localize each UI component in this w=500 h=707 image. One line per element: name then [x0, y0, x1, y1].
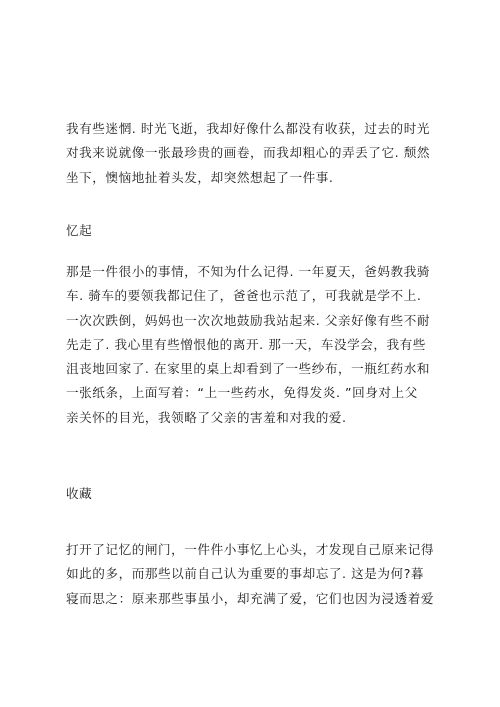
paragraph-memories — [66, 538, 438, 611]
text-line: 打开了记忆的闸门，一件件小事忆上心头，才发现自己原来记得 — [66, 542, 435, 557]
text-line: 寝而思之：原来那些事虽小，却充满了爱，它们也因为浸透着爱 — [66, 590, 435, 606]
text-line: 沮丧地回家了. 在家里的桌上却看到了一些纱布，一瓶红药水和 — [66, 361, 430, 377]
text-line: 对我来说就像一张最珍贵的画卷，而我却粗心的弄丢了它. 颓然 — [66, 145, 430, 161]
text-line: 车. 骑车的要领我都记住了，爸爸也示范了，可我就是学不上. — [66, 288, 422, 304]
text-line: 我有些迷惘. 时光飞逝，我却好像什么都没有收获，过去的时光 — [66, 121, 430, 136]
section-heading-collect: 收藏 — [66, 486, 93, 501]
section-heading-recall: 忆起 — [66, 223, 93, 238]
text-line: 一张纸条，上面写着：“上一些药水，免得发炎. ”回身对上父 — [66, 385, 418, 401]
text-line: 一次次跌倒，妈妈也一次次地鼓励我站起来. 父亲好像有些不耐 — [66, 312, 430, 328]
text-line: 亲关怀的目光，我领略了父亲的害羞和对我的爱. — [66, 409, 347, 425]
text-line: 先走了. 我心里有些憎恨他的离开. 那一天，车没学会，我有些 — [66, 336, 426, 352]
text-line: 那是一件很小的事情，不知为什么记得. 一年夏天，爸妈教我骑 — [66, 264, 430, 279]
text-line: 坐下，懊恼地扯着头发，却突然想起了一件事. — [66, 169, 334, 185]
text-line: 如此的多，而那些以前自己认为重要的事却忘了. 这是为何?暮 — [66, 566, 425, 582]
paragraph-lost-time — [66, 117, 438, 190]
paragraph-bicycle-story — [66, 260, 438, 430]
